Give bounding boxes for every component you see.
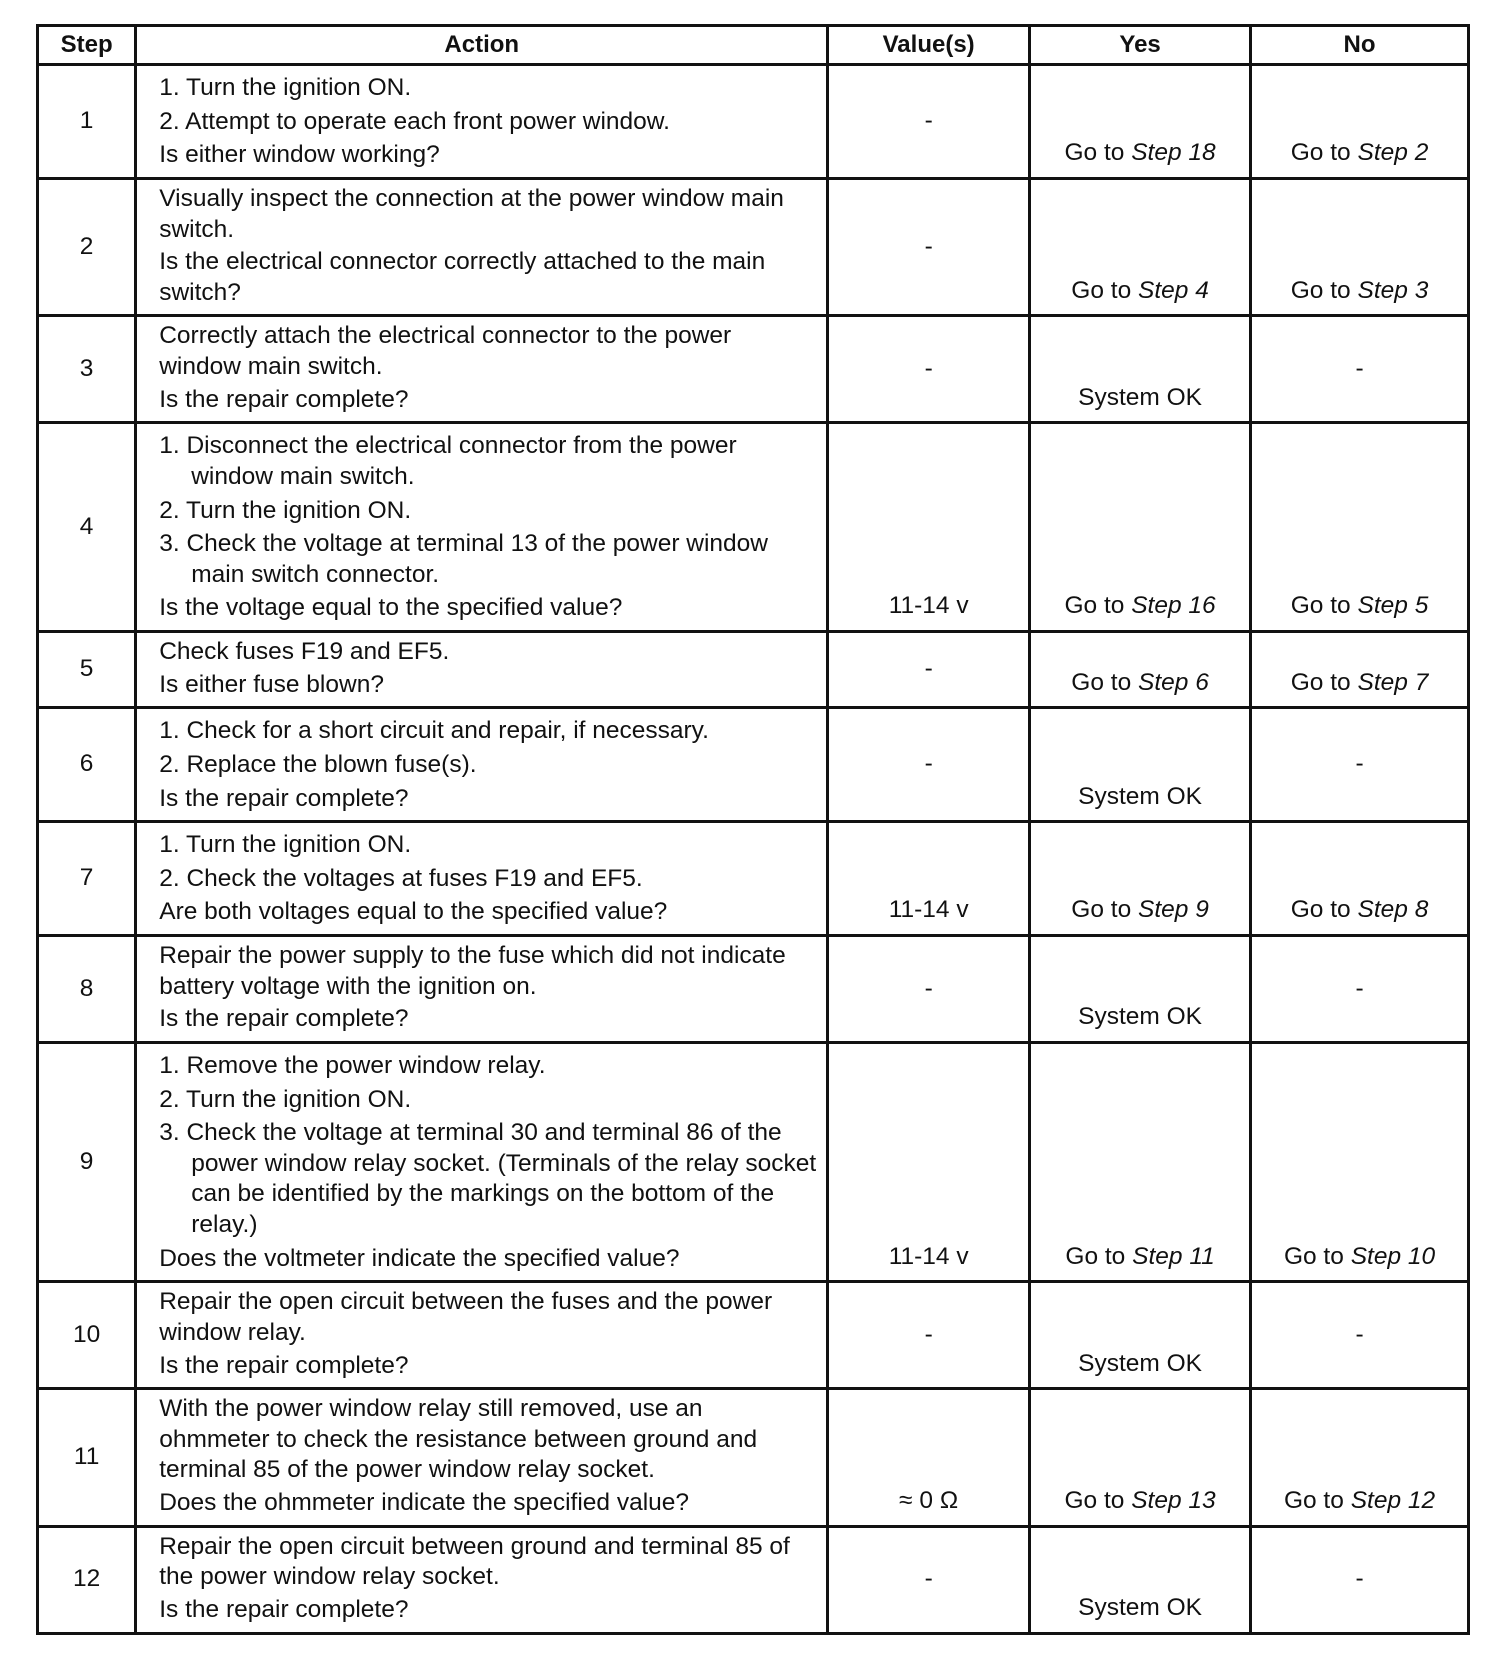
step-number [38, 178, 136, 316]
no-go-to-label: Go to [1290, 668, 1351, 696]
step-number-text: 10 [72, 1320, 101, 1348]
action-step-item: 1. Turn the ignition ON. [159, 74, 412, 101]
yes-go-to-label: Go to [1065, 1242, 1126, 1270]
yes-cell [1030, 1042, 1251, 1281]
yes-cell [1030, 65, 1251, 179]
no-step-reference: Step 12 [1350, 1487, 1436, 1514]
yes-cell [1030, 1526, 1251, 1633]
action-question: Is either window working? [159, 141, 440, 169]
action-text: Check fuses F19 and EF5. [159, 638, 450, 665]
action-question: Does the voltmeter indicate the specified value? [159, 1244, 680, 1272]
action-step-list [159, 716, 816, 780]
header-no: No [1251, 26, 1469, 65]
action-cell [136, 632, 828, 708]
step-number [38, 1042, 136, 1281]
step-number [38, 632, 136, 708]
specified-value: - [924, 974, 933, 1002]
action-question: Is the repair complete? [159, 1351, 409, 1379]
yes-cell [1030, 178, 1251, 316]
value-cell [828, 1526, 1030, 1633]
no-result: - [1355, 1565, 1364, 1593]
action-step-item: 1. Remove the power window relay. [159, 1051, 546, 1079]
yes-go-to-label: Go to [1064, 139, 1125, 167]
step-number [38, 423, 136, 632]
step-number [38, 65, 136, 179]
no-step-reference: Step 8 [1357, 896, 1429, 924]
yes-cell [1030, 708, 1251, 822]
specified-value: - [924, 750, 933, 778]
no-result: - [1355, 974, 1364, 1002]
action-step-item: 2. Replace the blown fuse(s). [159, 750, 477, 778]
value-cell [828, 423, 1030, 632]
action-text: Repair the power supply to the fuse which did not indicate battery voltage with the ignition on. [159, 942, 786, 1000]
no-cell [1251, 936, 1469, 1043]
step-number [38, 1526, 136, 1633]
no-go-to-label: Go to [1283, 1242, 1344, 1270]
value-cell [828, 1389, 1030, 1527]
value-cell [828, 822, 1030, 936]
action-step-item: 2. Turn the ignition ON. [159, 496, 412, 524]
yes-go-to-label: Go to [1064, 592, 1125, 620]
action-question: Is either fuse blown? [159, 670, 384, 698]
value-cell [828, 178, 1030, 316]
yes-go-to-label: Go to [1064, 1487, 1125, 1514]
yes-step-reference: Step 16 [1131, 592, 1216, 620]
no-cell [1251, 1389, 1469, 1527]
specified-value: 11-14 v [888, 592, 969, 620]
specified-value: - [924, 1320, 933, 1348]
action-question: Are both voltages equal to the specified value? [159, 898, 668, 926]
no-result: - [1355, 1320, 1364, 1348]
table-row [38, 822, 1469, 936]
action-cell [136, 423, 828, 632]
yes-step-reference: Step 6 [1138, 668, 1209, 696]
table-row [38, 1526, 1469, 1633]
yes-step-reference: Step 9 [1138, 896, 1209, 924]
no-go-to-label: Go to [1290, 592, 1351, 620]
no-cell [1251, 632, 1469, 708]
action-question: Does the ohmmeter indicate the specified value? [159, 1489, 690, 1516]
value-cell [828, 316, 1030, 423]
action-cell [136, 1389, 828, 1527]
no-cell [1251, 65, 1469, 179]
step-number-text: 2 [79, 232, 94, 260]
action-step-list [159, 830, 816, 894]
action-cell [136, 936, 828, 1043]
value-cell [828, 1282, 1030, 1389]
no-step-reference: Step 2 [1357, 139, 1429, 167]
no-cell [1251, 316, 1469, 423]
table-row [38, 1282, 1469, 1389]
specified-value: - [924, 1565, 933, 1593]
yes-step-reference: Step 4 [1138, 276, 1209, 304]
yes-result: System OK [1078, 1593, 1203, 1621]
no-go-to-label: Go to [1290, 896, 1351, 924]
no-step-reference: Step 10 [1350, 1242, 1436, 1270]
no-step-reference: Step 7 [1357, 668, 1429, 696]
yes-go-to-label: Go to [1071, 668, 1132, 696]
action-step-item: 3. Check the voltage at terminal 30 and terminal 86 of the power window relay socket. (Terminals of the relay socket can be identified by the markings on the bottom of the relay.) [159, 1119, 817, 1238]
action-cell [136, 1526, 828, 1633]
no-go-to-label: Go to [1290, 276, 1351, 304]
action-cell [136, 1042, 828, 1281]
action-text: Repair the open circuit between ground and terminal 85 of the power window relay socket. [159, 1532, 790, 1591]
step-number-text: 12 [72, 1565, 101, 1593]
specified-value: 11-14 v [888, 896, 969, 924]
action-step-item: 2. Turn the ignition ON. [159, 1085, 412, 1113]
no-cell [1251, 1526, 1469, 1633]
action-text: With the power window relay still removed, use an ohmmeter to check the resistance between ground and terminal 85 of the power window relay socket. [159, 1395, 758, 1484]
step-number [38, 1389, 136, 1527]
step-number-text: 4 [79, 512, 94, 540]
no-go-to-label: Go to [1283, 1487, 1344, 1514]
specified-value: - [924, 655, 933, 683]
yes-result: System OK [1078, 1349, 1203, 1377]
yes-result: System OK [1078, 782, 1203, 810]
action-cell [136, 316, 828, 423]
action-cell [136, 822, 828, 936]
action-text: Visually inspect the connection at the power window main switch. [159, 184, 784, 243]
table-row [38, 632, 1469, 708]
table-row [38, 1389, 1469, 1527]
action-cell [136, 708, 828, 822]
step-number-text: 8 [79, 974, 94, 1002]
yes-step-reference: Step 13 [1131, 1487, 1216, 1514]
no-result: - [1355, 750, 1364, 778]
action-question: Is the voltage equal to the specified value? [159, 594, 623, 622]
yes-cell [1030, 632, 1251, 708]
diagnostic-table [36, 24, 1470, 1635]
step-number [38, 708, 136, 822]
step-number-text: 11 [73, 1443, 100, 1471]
action-step-list [159, 1051, 816, 1241]
action-step-list [159, 431, 816, 590]
table-row [38, 1042, 1469, 1281]
step-number-text: 1 [79, 107, 94, 135]
action-question: Is the electrical connector correctly attached to the main switch? [159, 248, 766, 306]
table-row [38, 936, 1469, 1043]
no-cell [1251, 1042, 1469, 1281]
action-cell [136, 1282, 828, 1389]
specified-value: - [924, 355, 933, 382]
table-body [38, 65, 1469, 1634]
no-cell [1251, 178, 1469, 316]
header-values: Value(s) [828, 26, 1030, 65]
step-number [38, 316, 136, 423]
table-row [38, 178, 1469, 316]
value-cell [828, 632, 1030, 708]
no-step-reference: Step 5 [1357, 592, 1429, 620]
no-step-reference: Step 3 [1357, 276, 1429, 304]
yes-go-to-label: Go to [1071, 276, 1132, 304]
yes-result: System OK [1078, 383, 1203, 411]
step-number [38, 1282, 136, 1389]
no-go-to-label: Go to [1290, 139, 1351, 167]
no-cell [1251, 708, 1469, 822]
action-step-item: 2. Attempt to operate each front power window. [159, 107, 670, 135]
yes-step-reference: Step 18 [1131, 139, 1216, 167]
step-number [38, 822, 136, 936]
action-question: Is the repair complete? [159, 784, 409, 812]
action-text: Correctly attach the electrical connector to the power window main switch. [159, 322, 732, 380]
value-cell [828, 708, 1030, 822]
step-number-text: 7 [79, 864, 94, 892]
yes-cell [1030, 1282, 1251, 1389]
table-row [38, 316, 1469, 423]
action-text: Repair the open circuit between the fuses and the power window relay. [159, 1288, 773, 1346]
specified-value: 11-14 v [888, 1242, 969, 1270]
value-cell [828, 1042, 1030, 1281]
yes-cell [1030, 822, 1251, 936]
step-number-text: 9 [79, 1147, 94, 1175]
action-question: Is the repair complete? [159, 385, 409, 413]
action-step-item: 1. Check for a short circuit and repair, if necessary. [159, 717, 709, 745]
step-number-text: 3 [79, 355, 94, 382]
no-cell [1251, 423, 1469, 632]
step-number [38, 936, 136, 1043]
yes-cell [1030, 423, 1251, 632]
yes-result: System OK [1078, 1003, 1203, 1031]
yes-cell [1030, 936, 1251, 1043]
no-cell [1251, 822, 1469, 936]
step-number-text: 5 [79, 655, 94, 683]
no-cell [1251, 1282, 1469, 1389]
action-step-item: 3. Check the voltage at terminal 13 of the power window main switch connector. [159, 530, 768, 588]
action-step-item: 1. Turn the ignition ON. [159, 831, 412, 859]
specified-value: ≈ 0 Ω [899, 1487, 959, 1514]
table-row [38, 423, 1469, 632]
action-question: Is the repair complete? [159, 1595, 409, 1623]
action-cell [136, 65, 828, 179]
step-number-text: 6 [79, 750, 94, 778]
yes-go-to-label: Go to [1071, 896, 1132, 924]
specified-value: - [924, 232, 933, 260]
yes-cell [1030, 1389, 1251, 1527]
table-row [38, 708, 1469, 822]
action-step-list [159, 73, 816, 137]
table-row [38, 65, 1469, 179]
value-cell [828, 65, 1030, 179]
yes-step-reference: Step 11 [1132, 1242, 1215, 1270]
value-cell [828, 936, 1030, 1043]
action-step-item: 2. Check the voltages at fuses F19 and EF5. [159, 864, 643, 892]
action-step-item: 1. Disconnect the electrical connector from the power window main switch. [159, 432, 737, 490]
yes-cell [1030, 316, 1251, 423]
action-question: Is the repair complete? [159, 1005, 409, 1033]
table-header-row [38, 26, 1469, 65]
header-step: Step [38, 26, 136, 65]
header-action: Action [136, 26, 828, 65]
no-result: - [1355, 355, 1364, 382]
header-yes: Yes [1030, 26, 1251, 65]
action-cell [136, 178, 828, 316]
specified-value: - [924, 107, 933, 135]
